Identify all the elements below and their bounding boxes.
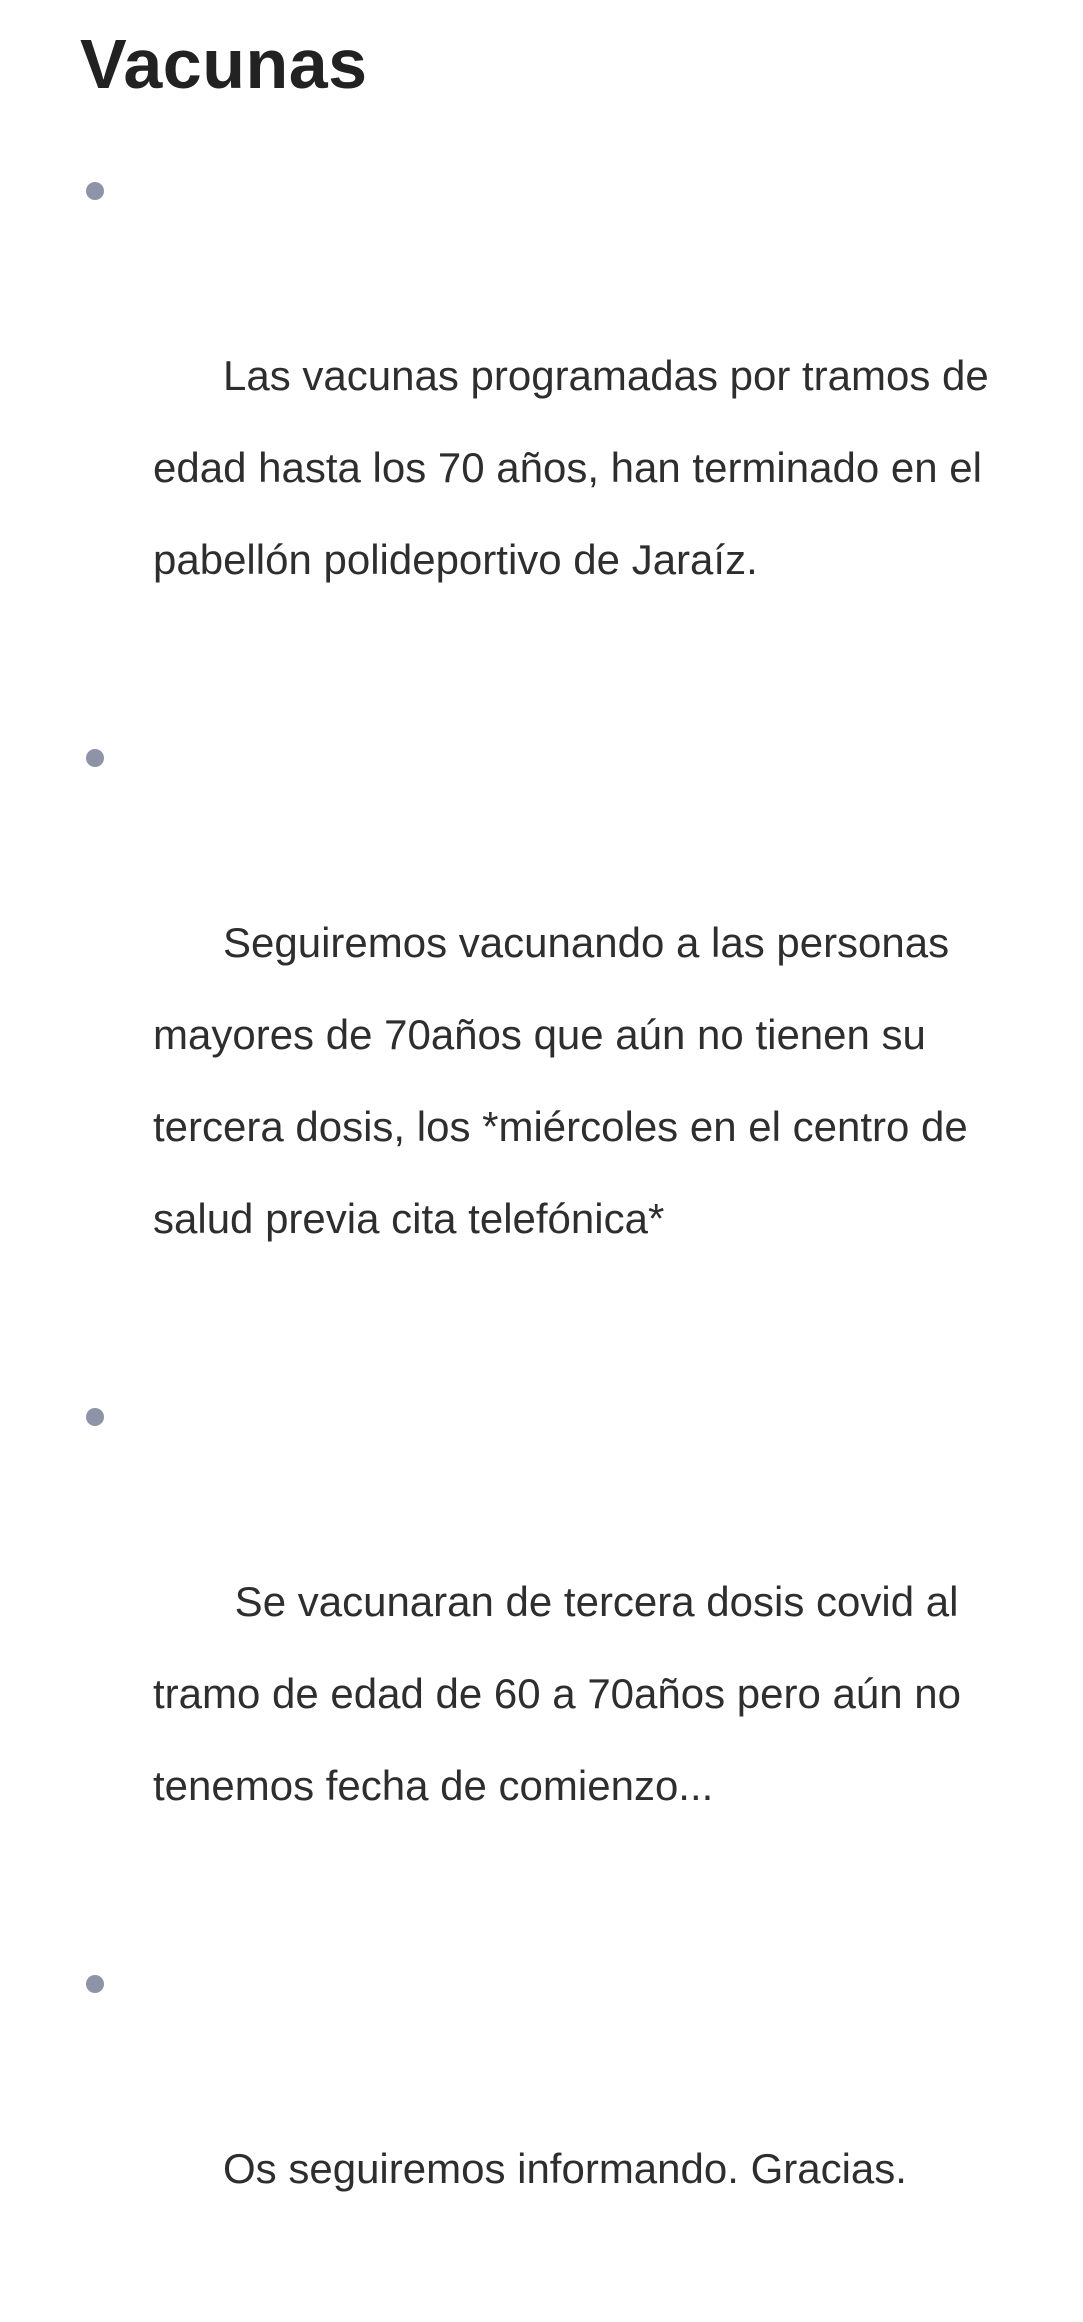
bullet-dot-icon (86, 1408, 104, 1426)
bullet-dot-icon (86, 1975, 104, 1993)
list-item (0, 146, 1083, 698)
bullet-list (0, 146, 1083, 2322)
list-item-text: Seguiremos vacunando a las personas mayores de 70años que aún no tienen su tercera dosis, los *miércoles en el centro de salud previa cita telefónica* (153, 919, 980, 1242)
bullet-dot-icon (86, 749, 104, 767)
list-item (0, 1939, 1083, 2307)
list-item (0, 713, 1083, 1357)
list-item (0, 1372, 1083, 1924)
list-item-text: Os seguiremos informando. Gracias. (223, 2145, 907, 2192)
bullet-dot-icon (86, 182, 104, 200)
list-item-text: Se vacunaran de tercera dosis covid al tramo de edad de 60 a 70años pero aún no tenemos fecha de comienzo... (153, 1578, 973, 1809)
page-title: Vacunas (80, 25, 368, 103)
list-item-text: Las vacunas programadas por tramos de edad hasta los 70 años, han terminado en el pabellón polideportivo de Jaraíz. (153, 352, 1001, 583)
